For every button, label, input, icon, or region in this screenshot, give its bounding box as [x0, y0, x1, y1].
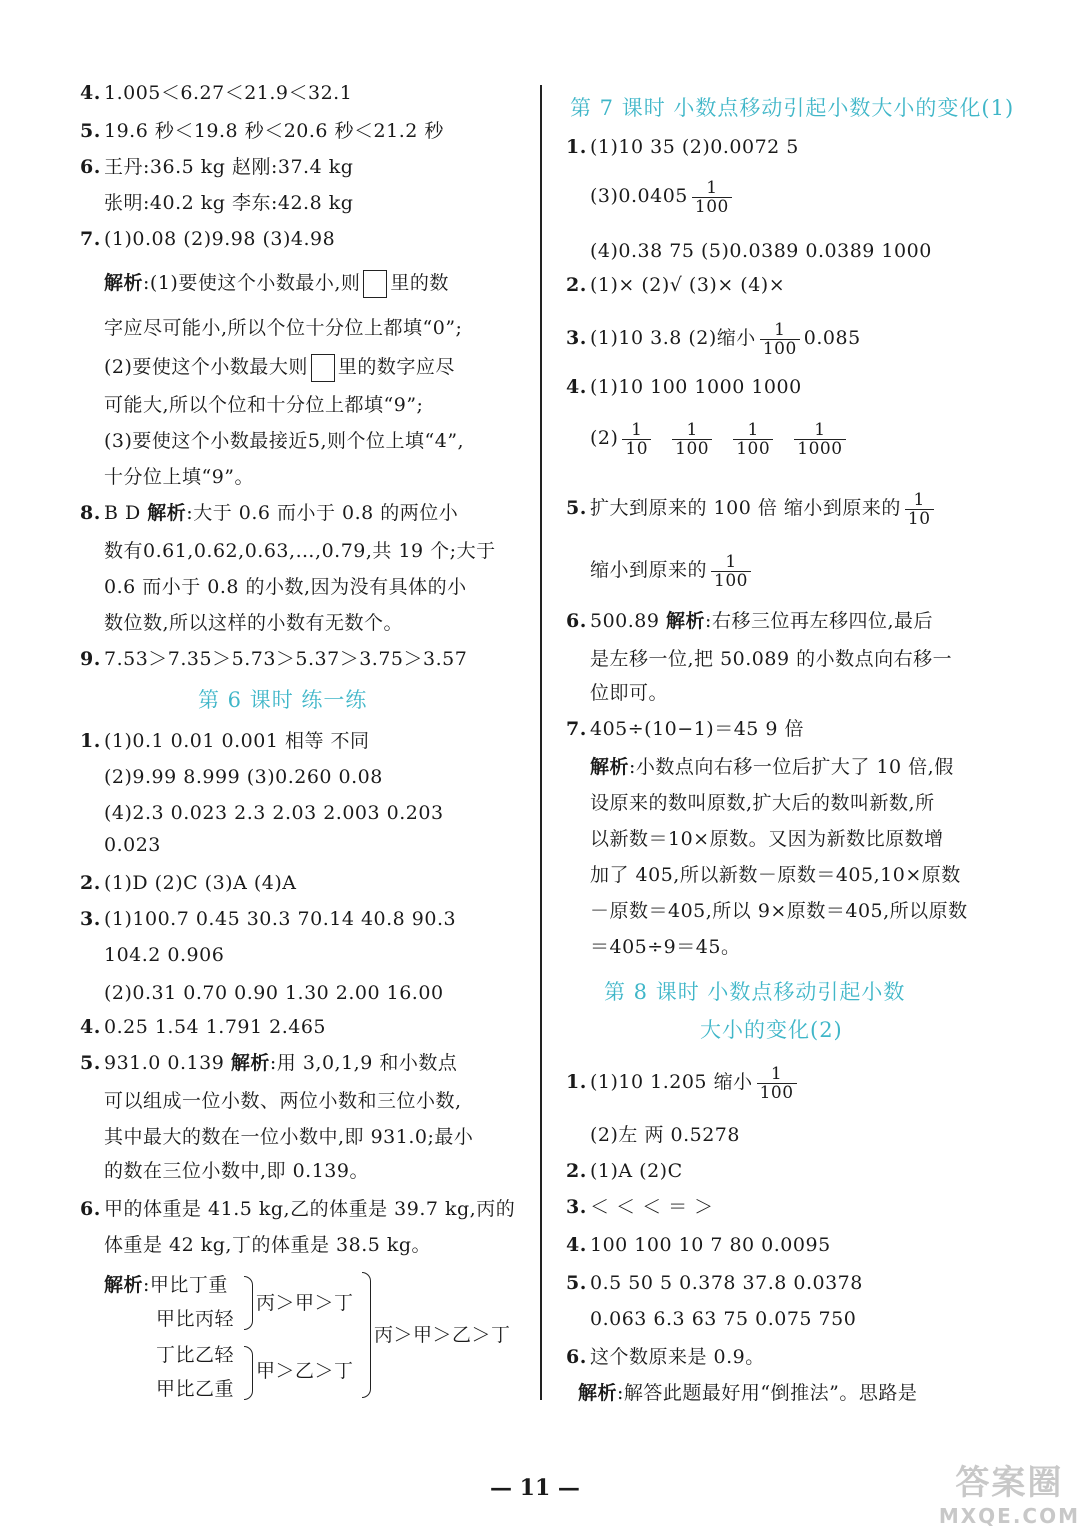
right-r6-line3: 位即可。 — [590, 682, 669, 704]
right-s4: 4. 100 100 10 7 80 0.0095 — [566, 1234, 831, 1256]
brace-2 — [244, 1346, 253, 1400]
left-p1-line4: 0.023 — [104, 834, 161, 856]
left-q9: 9. 7.53＞7.35＞5.73＞5.37＞3.75＞3.57 — [80, 648, 468, 670]
left-p6-reason-3: 丁比乙轻 — [156, 1344, 235, 1366]
right-r7-analysis-1: 解析:小数点向右移一位后扩大了 10 倍,假 — [590, 756, 954, 778]
left-p4: 4. 0.25 1.54 1.791 2.465 — [80, 1016, 327, 1038]
fraction: $\frac{1}{1000}$ — [794, 421, 845, 458]
right-s3: 3. ＜ ＜ ＜ ＝ ＞ — [566, 1196, 714, 1218]
left-q7-analysis-1: 解析:(1)要使这个小数最小,则 里的数 — [104, 270, 449, 298]
right-s6-analysis: 解析:解答此题最好用“倒推法”。思路是 — [578, 1382, 918, 1404]
fraction: $\frac{1}{100}$ — [757, 1065, 797, 1102]
right-r1-line3: (4)0.38 75 (5)0.0389 0.0389 1000 — [590, 240, 932, 262]
left-p3: 3. (1)100.7 0.45 30.3 70.14 40.8 90.3 — [80, 908, 457, 930]
blank-box — [311, 354, 335, 382]
left-q8: 8. B D 解析:大于 0.6 而小于 0.8 的两位小 — [80, 502, 459, 524]
left-p3-line3: (2)0.31 0.70 0.90 1.30 2.00 16.00 — [104, 982, 444, 1004]
right-s2: 2. (1)A (2)C — [566, 1160, 683, 1182]
fraction: $\frac{1}{100}$ — [711, 553, 751, 590]
right-r7-analysis-3: 以新数＝10×原数。又因为新数比原数增 — [590, 828, 944, 850]
watermark-logo: 答案圈 MXQE.COM — [938, 1463, 1080, 1528]
left-p5-line3: 其中最大的数在一位小数中,即 931.0;最小 — [104, 1126, 474, 1148]
brace-3 — [362, 1272, 371, 1398]
fraction: $\frac{1}{100}$ — [672, 421, 712, 458]
right-r6: 6. 500.89 解析:右移三位再左移四位,最后 — [566, 610, 933, 632]
left-p6-reason-2: 甲比丙轻 — [156, 1308, 235, 1330]
section-heading-lesson8: 第 8 课时 小数点移动引起小数 — [604, 980, 906, 1004]
right-s5-line2: 0.063 6.3 63 75 0.075 750 — [590, 1308, 857, 1330]
left-q4: 4. 1.005＜6.27＜21.9＜32.1 — [80, 82, 353, 104]
left-p1: 1. (1)0.1 0.01 0.001 相等 不同 — [80, 730, 370, 752]
column-divider — [540, 85, 542, 1400]
left-p2: 2. (1)D (2)C (3)A (4)A — [80, 872, 297, 894]
left-q6: 6. 王丹:36.5 kg 赵刚:37.4 kg — [80, 156, 354, 178]
right-s1: 1. (1)10 1.205 缩小 $\frac{1}{100}$ — [566, 1062, 801, 1102]
section-heading-lesson6: 第 6 课时 练一练 — [198, 688, 368, 712]
right-r7-analysis-4: 加了 405,所以新数－原数＝405,10×原数 — [590, 864, 961, 886]
right-r1: 1. (1)10 35 (2)0.0072 5 — [566, 136, 799, 158]
right-s1-line2: (2)左 两 0.5278 — [590, 1124, 740, 1146]
fraction: $\frac{1}{100}$ — [760, 321, 800, 358]
left-q8-line2: 数有0.61,0.62,0.63,…,0.79,共 19 个;大于 — [104, 540, 496, 562]
section-heading-lesson8-line2: 大小的变化(2) — [700, 1018, 843, 1042]
left-q7: 7. (1)0.08 (2)9.98 (3)4.98 — [80, 228, 336, 250]
left-q7-analysis-3: (2)要使这个小数最大则 里的数字应尽 — [104, 354, 455, 382]
left-p6-line2: 体重是 42 kg,丁的体重是 38.5 kg。 — [104, 1234, 432, 1256]
left-p1-line3: (4)2.3 0.023 2.3 2.03 2.003 0.203 — [104, 802, 444, 824]
right-r7: 7. 405÷(10−1)＝45 9 倍 — [566, 718, 805, 740]
left-p6-conclusion-1: 丙＞甲＞丁 — [256, 1292, 354, 1314]
left-p5: 5. 931.0 0.139 解析:用 3,0,1,9 和小数点 — [80, 1052, 458, 1074]
left-p3-line2: 104.2 0.906 — [104, 944, 225, 966]
left-p5-line4: 的数在三位小数中,即 0.139。 — [104, 1160, 369, 1182]
left-q7-analysis-5: (3)要使这个小数最接近5,则个位上填“4”, — [104, 430, 465, 452]
right-s5: 5. 0.5 50 5 0.378 37.8 0.0378 — [566, 1272, 863, 1294]
right-r3: 3. (1)10 3.8 (2)缩小 $\frac{1}{100}$ 0.085 — [566, 319, 861, 359]
left-p6-reason-4: 甲比乙重 — [156, 1378, 235, 1400]
left-p6-conclusion-2: 甲＞乙＞丁 — [256, 1360, 354, 1382]
left-q5: 5. 19.6 秒＜19.8 秒＜20.6 秒＜21.2 秒 — [80, 120, 444, 142]
right-r7-analysis-5: －原数＝405,所以 9×原数＝405,所以原数 — [590, 900, 968, 922]
left-q7-analysis-6: 十分位上填“9”。 — [104, 466, 255, 488]
left-q7-analysis-4: 可能大,所以个位和十分位上都填“9”; — [104, 394, 424, 416]
right-r1-line2: (3)0.0405 $\frac{1}{100}$ — [590, 176, 736, 216]
fraction: $\frac{1}{10}$ — [905, 491, 934, 528]
left-p6: 6. 甲的体重是 41.5 kg,乙的体重是 39.7 kg,丙的 — [80, 1198, 516, 1220]
section-heading-lesson7: 第 7 课时 小数点移动引起小数大小的变化(1) — [570, 96, 1015, 120]
page-number: — 11 — — [490, 1475, 580, 1501]
left-p6-conclusion-final: 丙＞甲＞乙＞丁 — [374, 1324, 511, 1346]
left-p6-reason-1: 解析:甲比丁重 — [104, 1274, 228, 1296]
brace-1 — [244, 1276, 253, 1330]
right-r4-line2: (2) $\frac{1}{10}$ $\frac{1}{100}$ $\frac{1}{100}$ $\frac{1}{1000}$ — [590, 418, 850, 458]
left-q8-line3: 0.6 而小于 0.8 的小数,因为没有具体的小 — [104, 576, 467, 598]
left-q6-line2: 张明:40.2 kg 李东:42.8 kg — [104, 192, 354, 214]
right-r5-line2: 缩小到原来的 $\frac{1}{100}$ — [590, 550, 755, 590]
right-r5: 5. 扩大到原来的 100 倍 缩小到原来的 $\frac{1}{10}$ — [566, 488, 938, 528]
left-q8-line4: 数位数,所以这样的小数有无数个。 — [104, 612, 404, 634]
right-r4: 4. (1)10 100 1000 1000 — [566, 376, 802, 398]
fraction: $\frac{1}{100}$ — [733, 421, 773, 458]
left-p1-line2: (2)9.99 8.999 (3)0.260 0.08 — [104, 766, 383, 788]
fraction: $\frac{1}{100}$ — [692, 179, 732, 216]
right-s6: 6. 这个数原来是 0.9。 — [566, 1346, 765, 1368]
right-r6-line2: 是左移一位,把 50.089 的小数点向右移一 — [590, 648, 953, 670]
blank-box — [363, 270, 387, 298]
right-r7-analysis-2: 设原来的数叫原数,扩大后的数叫新数,所 — [590, 792, 935, 814]
left-q7-analysis-2: 字应尽可能小,所以个位十分位上都填“0”; — [104, 317, 463, 339]
right-r2: 2. (1)× (2)√ (3)× (4)× — [566, 274, 786, 296]
right-r7-analysis-6: ＝405÷9＝45。 — [590, 936, 741, 958]
left-p5-line2: 可以组成一位小数、两位小数和三位小数, — [104, 1090, 462, 1112]
fraction: $\frac{1}{10}$ — [622, 421, 651, 458]
